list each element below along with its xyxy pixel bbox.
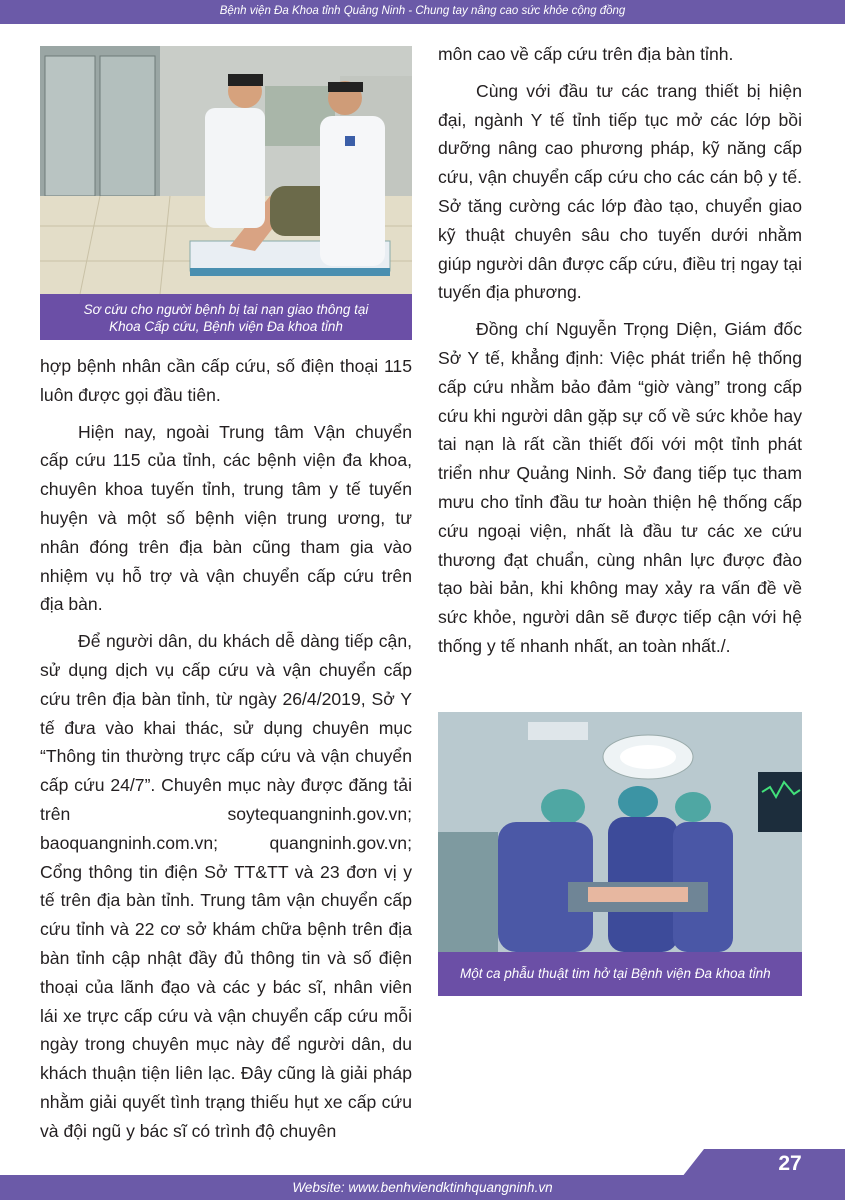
caption-text: Một ca phẫu thuật tim hở tại Bệnh viện Đa khoa tỉnh xyxy=(460,966,771,981)
running-title: Bệnh viện Đa Khoa tỉnh Quảng Ninh - Chung tay nâng cao sức khỏe cộng đồng xyxy=(219,5,626,17)
figure-surgery-photo xyxy=(438,712,802,996)
footer-website: Website: www.benhviendktinhquangninh.vn xyxy=(292,1180,553,1195)
figure-caption xyxy=(438,952,802,996)
right-column xyxy=(438,44,802,981)
figure-emergency-photo xyxy=(40,46,412,340)
paragraph: Hiện nay, ngoài Trung tâm Vận chuyển cấp cứu 115 của tỉnh, các bệnh viện đa khoa, chuyên khoa tuyến tỉnh, trung tâm y tế tuyến huyện và một số bệnh viện trung ương, tư nhân đóng trên địa bàn cũng tham gia vào nhiệm vụ hỗ trợ và vận chuyển cấp cứu trên địa bàn. xyxy=(40,421,412,615)
caption-line-2: Khoa Cấp cứu, Bệnh viện Đa khoa tỉnh xyxy=(109,319,343,334)
left-column xyxy=(40,46,412,1154)
paragraph: hợp bệnh nhân cần cấp cứu, số điện thoại 115 luôn được gọi đầu tiên. xyxy=(40,356,412,405)
paragraph: Cùng với đầu tư các trang thiết bị hiện đại, ngành Y tế tỉnh tiếp tục mở các lớp bồi dưỡng nâng cao phương pháp, kỹ năng cấp cứu, vận chuyển cấp cứu cho các cán bộ y tế. Sở tăng cường các lớp đào tạo, chuyển giao kỹ thuật chuyên sâu cho tuyến dưới nhằm giúp người dân được cấp cứu, điều trị ngay tại tuyến địa phương. xyxy=(438,80,802,303)
running-header xyxy=(0,0,845,24)
paragraph: Để người dân, du khách dễ dàng tiếp cận, sử dụng dịch vụ cấp cứu và vận chuyển cấp cứu trên địa bàn tỉnh, từ ngày 26/4/2019, Sở Y tế đưa vào khai thác, sử dụng chuyên mục “Thông tin thường trực cấp cứu và vận chuyển cấp cứu 24/7”. Chuyên mục này được đăng tải trên soytequangninh.gov.vn; baoquangninh.com.vn; quangninh.gov.vn; Cổng thông tin điện Sở TT&TT và 23 đơn vị y tế trên địa bàn tỉnh. Trung tâm vận chuyển cấp cứu tỉnh và 22 cơ sở khám chữa bệnh trên địa bàn tỉnh cập nhật đầy đủ thông tin và số điện thoại của lãnh đạo và các y bác sĩ, nhân viên lái xe trực cấp cứu và vận chuyển cấp cứu mỗi ngày trong chuyên mục này để người dân, du khách thuận tiện liên lạc. Đây cũng là giải pháp nhằm giải quyết tình trạng thiếu hụt xe cấp cứu và đội ngũ y bác sĩ có trình độ chuyên xyxy=(40,631,412,1141)
page-number: 27 xyxy=(778,1152,802,1175)
paragraph: môn cao về cấp cứu trên địa bàn tỉnh. xyxy=(438,44,734,64)
paragraph: Đồng chí Nguyễn Trọng Diện, Giám đốc Sở Y tế, khẳng định: Việc phát triển hệ thống cấp cứu nhằm bảo đảm “giờ vàng” trong cấp cứu khi người dân gặp sự cố về sức khỏe hay tai nạn là rất cần thiết đối với một tỉnh phát triển như Quảng Ninh. Sở đang tiếp tục tham mưu cho tỉnh đầu tư hoàn thiện hệ thống cấp cứu ngoại viện, nhất là đầu tư các xe cứu thương đạt chuẩn, cùng nhân lực được đào tạo bài bản, khi không may xảy ra vấn đề về sức khỏe, người dân sẽ được tiếp cận với hệ thống y tế nhanh nhất, an toàn nhất./. xyxy=(438,319,802,656)
emergency-room-image xyxy=(40,46,412,294)
surgery-image xyxy=(438,712,802,952)
figure-caption xyxy=(40,294,412,340)
caption-line-1: Sơ cứu cho người bệnh bị tai nạn giao thông tại xyxy=(83,302,369,317)
